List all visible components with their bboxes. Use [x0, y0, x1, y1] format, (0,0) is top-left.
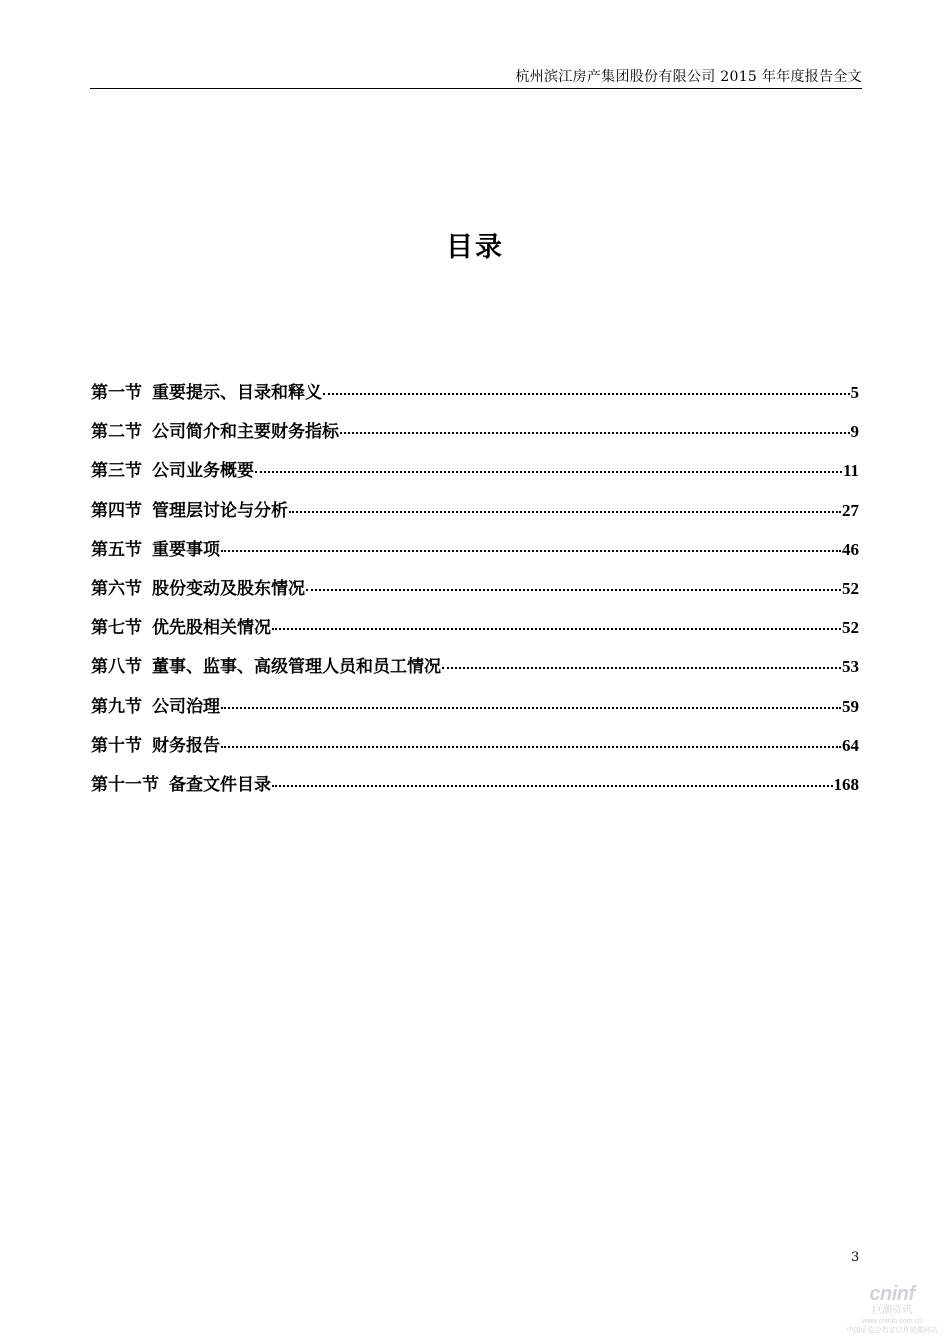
toc-entry[interactable] [91, 652, 859, 691]
toc-dot-leader [255, 471, 842, 473]
toc-section-number: 第九节 [91, 696, 142, 717]
toc-entry[interactable] [91, 731, 859, 770]
toc-section-title: 股份变动及股东情况 [152, 578, 305, 599]
watermark-logo: cninf [869, 1283, 915, 1305]
toc-page-number: 168 [833, 774, 859, 794]
page-number: 3 [851, 1250, 860, 1265]
toc-dot-leader [221, 707, 841, 709]
toc-section-number: 第十一节 [91, 774, 159, 795]
toc-page-number: 27 [842, 500, 859, 520]
toc-section-title: 优先股相关情况 [152, 618, 271, 639]
toc-section-title: 备查文件目录 [169, 774, 271, 795]
toc-dot-leader [272, 785, 833, 787]
watermark-name: 巨潮资讯 [872, 1305, 912, 1316]
toc-entry[interactable] [91, 770, 859, 809]
toc-section-title: 董事、监事、高级管理人员和员工情况 [152, 657, 441, 678]
toc-section-number: 第三节 [91, 461, 142, 482]
toc-entry[interactable] [91, 496, 859, 535]
toc-section-number: 第六节 [91, 578, 142, 599]
toc-section-title: 重要事项 [152, 539, 220, 560]
toc-dot-leader [221, 746, 841, 748]
toc-entry[interactable] [91, 378, 859, 417]
page-header [90, 60, 862, 89]
toc-entry[interactable] [91, 417, 859, 456]
toc-page-number: 52 [842, 618, 859, 638]
toc-entry[interactable] [91, 456, 859, 495]
toc-section-number: 第七节 [91, 618, 142, 639]
toc-section-title: 重要提示、目录和释义 [152, 383, 322, 403]
toc-dot-leader [221, 550, 841, 552]
toc-entry[interactable] [91, 535, 859, 574]
toc-section-title: 财务报告 [152, 735, 220, 756]
toc-dot-leader [442, 667, 841, 669]
toc-page-number: 52 [842, 578, 859, 598]
toc-section-title: 管理层讨论与分析 [152, 500, 288, 521]
toc-entry[interactable] [91, 574, 859, 613]
toc-section-number: 第四节 [91, 500, 142, 521]
toc-dot-leader [272, 628, 841, 630]
table-of-contents [91, 378, 859, 809]
toc-section-number: 第一节 [91, 383, 142, 403]
watermark-url: www.cninfo.com.cn [862, 1318, 922, 1325]
toc-section-number: 第二节 [91, 422, 142, 443]
toc-entry[interactable] [91, 613, 859, 652]
toc-section-title: 公司业务概要 [152, 461, 254, 482]
header-text: 杭州滨江房产集团股份有限公司 2015 年年度报告全文 [515, 69, 862, 85]
toc-page-number: 11 [842, 461, 859, 481]
toc-page-number: 59 [842, 696, 859, 716]
toc-dot-leader [306, 589, 841, 591]
toc-section-number: 第五节 [91, 539, 142, 560]
toc-page-number: 53 [842, 657, 859, 677]
page-title: 目录 [446, 232, 504, 263]
toc-section-number: 第八节 [91, 657, 142, 678]
toc-section-title: 公司简介和主要财务指标 [152, 422, 339, 443]
toc-page-number: 64 [842, 735, 859, 755]
toc-page-number: 9 [850, 422, 859, 442]
toc-dot-leader [289, 511, 841, 513]
cninfo-watermark [838, 1283, 946, 1341]
watermark-org: 中国证监会指定信息披露网站 [846, 1327, 938, 1334]
toc-dot-leader [340, 432, 850, 434]
toc-section-number: 第十节 [91, 735, 142, 756]
toc-section-title: 公司治理 [152, 696, 220, 717]
toc-page-number: 46 [842, 539, 859, 559]
toc-entry[interactable] [91, 692, 859, 731]
toc-dot-leader [323, 393, 850, 395]
toc-page-number: 5 [850, 383, 859, 402]
